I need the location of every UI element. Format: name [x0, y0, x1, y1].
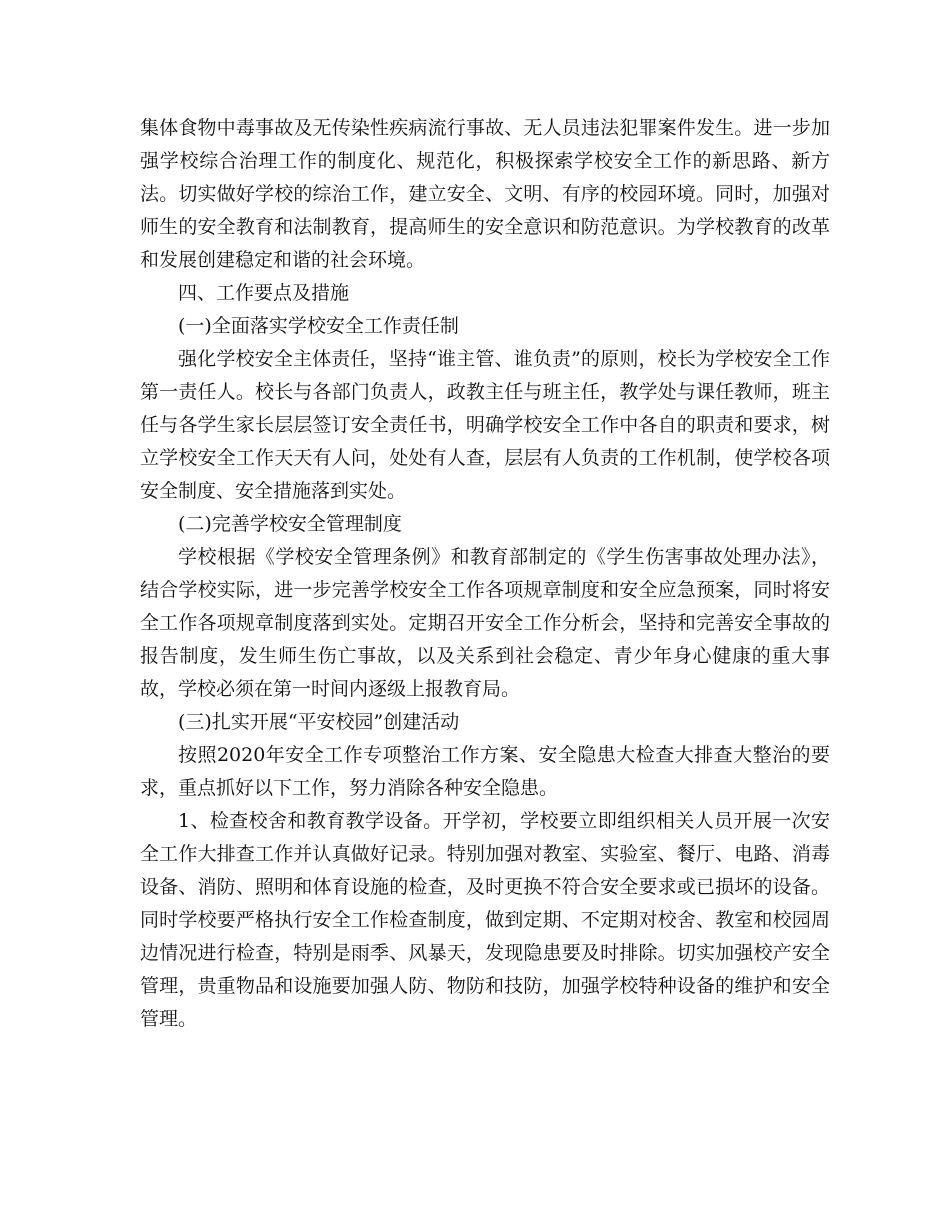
body-paragraph-1: 集体食物中毒事故及无传染性疾病流行事故、无人员违法犯罪案件发生。进一步加强学校综合治理工作的制度化、规范化，积极探索学校安全工作的新思路、新方法。切实做好学校的综治工作，建立安全、文明、有序的校园环境。同时，加强对师生的安全教育和法制教育，提高师生的安全意识和防范意识。为学校教育的改革和发展创建稳定和谐的社会环境。 [140, 117, 830, 271]
body-paragraph-3: 学校根据《学校安全管理条例》和教育部制定的《学生伤害事故处理办法》，结合学校实际，进一步完善学校安全工作各项规章制度和安全应急预案，同时将安全工作各项规章制度落到实处。定期召开安全工作分析会，坚持和完善安全事故的报告制度，发生师生伤亡事故，以及关系到社会稳定、青少年身心健康的重大事故，学校必须在第一时间内逐级上报教育局。 [140, 546, 830, 700]
subsection-heading-1: (一)全面落实学校安全工作责任制 [178, 315, 459, 337]
subsection-heading-2: (二)完善学校安全管理制度 [178, 513, 402, 535]
body-paragraph-5: 1、检查校舍和教育教学设备。开学初，学校要立即组织相关人员开展一次安全工作大排查工作并认真做好记录。特别加强对教室、实验室、餐厅、电路、消毒设备、消防、照明和体育设施的检查，及时更换不符合安全要求或已损坏的设备。同时学校要严格执行安全工作检查制度，做到定期、不定期对校舍、教室和校园周边情况进行检查，特别是雨季、风暴天，发现隐患要及时排除。切实加强校产安全管理，贵重物品和设施要加强人防、物防和技防，加强学校特种设备的维护和安全管理。 [140, 810, 830, 1030]
body-paragraph-2: 强化学校安全主体责任，坚持“谁主管、谁负责”的原则，校长为学校安全工作第一责任人。校长与各部门负责人，政教主任与班主任，教学处与课任教师，班主任与各学生家长层层签订安全责任书，明确学校安全工作中各自的职责和要求，树立学校安全工作天天有人问，处处有人查，层层有人负责的工作机制，使学校各项安全制度、安全措施落到实处。 [140, 348, 830, 502]
subsection-heading-3: (三)扎实开展“平安校园”创建活动 [178, 711, 460, 733]
document-body [140, 112, 830, 1036]
body-paragraph-4: 按照2020年安全工作专项整治工作方案、安全隐患大检查大排查大整治的要求，重点抓好以下工作，努力消除各种安全隐患。 [140, 744, 830, 799]
section-heading-4: 四、工作要点及措施 [178, 282, 350, 304]
